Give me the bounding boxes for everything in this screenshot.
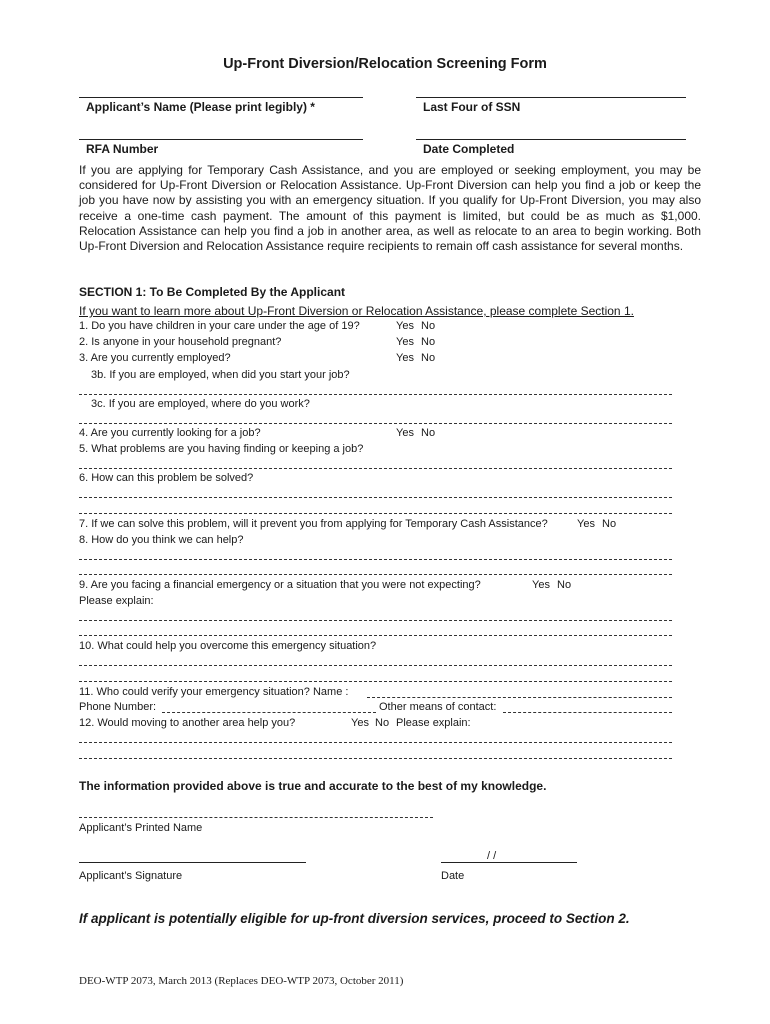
rfa-number-label: RFA Number xyxy=(86,142,159,156)
q3b-answer-line[interactable] xyxy=(79,394,672,395)
signature-field[interactable] xyxy=(79,862,306,863)
applicant-name-field[interactable] xyxy=(79,97,363,98)
q12-answer-line-2[interactable] xyxy=(79,758,672,759)
question-8: 8. How do you think we can help? xyxy=(79,534,244,546)
q12-explain-label: Please explain: xyxy=(396,717,471,729)
q9-answer-line-1[interactable] xyxy=(79,620,672,621)
date-label: Date xyxy=(441,870,465,882)
q8-answer-line-2[interactable] xyxy=(79,574,672,575)
question-12: 12. Would moving to another area help you? xyxy=(79,717,296,729)
q6-answer-line-1[interactable] xyxy=(79,497,672,498)
other-contact-label: Other means of contact: xyxy=(379,701,497,713)
question-3: 3. Are you currently employed? xyxy=(79,352,231,364)
q3c-answer-line[interactable] xyxy=(79,423,672,424)
q12-no-option[interactable]: No xyxy=(375,717,390,729)
date-slashes: / / xyxy=(487,850,497,862)
question-3c: 3c. If you are employed, where do you work? xyxy=(91,398,310,410)
form-title: Up-Front Diversion/Relocation Screening Form xyxy=(223,56,547,72)
q6-answer-line-2[interactable] xyxy=(79,513,672,514)
applicant-name-label: Applicant’s Name (Please print legibly) * xyxy=(86,100,315,114)
q1-yes-option[interactable]: Yes xyxy=(396,320,414,332)
question-9: 9. Are you facing a financial emergency or a situation that you were not expecting? xyxy=(79,579,481,591)
q3-no-option[interactable]: No xyxy=(421,352,436,364)
question-6: 6. How can this problem be solved? xyxy=(79,472,254,484)
question-10: 10. What could help you overcome this emergency situation? xyxy=(79,640,377,652)
question-3b: 3b. If you are employed, when did you start your job? xyxy=(91,369,350,381)
q10-answer-line-2[interactable] xyxy=(79,681,672,682)
attestation-statement: The information provided above is true and accurate to the best of my knowledge. xyxy=(79,779,547,793)
question-7: 7. If we can solve this problem, will it prevent you from applying for Temporary Cash Assistance? xyxy=(79,518,548,530)
phone-number-field[interactable] xyxy=(162,712,376,713)
q5-answer-line[interactable] xyxy=(79,468,672,469)
q9-no-option[interactable]: No xyxy=(557,579,572,591)
q1-no-option[interactable]: No xyxy=(421,320,436,332)
q7-yes-option[interactable]: Yes xyxy=(577,518,595,530)
intro-paragraph: If you are applying for Temporary Cash Assistance, and you are employed or seeking employment, you may be considered for Up-Front Diversion or Relocation Assistance. Up-Front Diversion can help you find a job or keep the job you have now by assisting you with an emergency situation. If you qualify for Up-Front Diversion, you may also receive a one-time cash payment. The amount of this payment is limited, but could be as much as $1,000. Relocation Assistance can help you find a job in another area, as well as relocate to an area to begin working. Both Up-Front Diversion and Relocation Assistance require recipients to remain off cash assistance for several months. xyxy=(79,163,701,254)
q9-answer-line-2[interactable] xyxy=(79,635,672,636)
question-5: 5. What problems are you having finding or keeping a job? xyxy=(79,443,364,455)
question-2: 2. Is anyone in your household pregnant? xyxy=(79,336,282,348)
q4-yes-option[interactable]: Yes xyxy=(396,427,414,439)
printed-name-label: Applicant’s Printed Name xyxy=(79,822,203,834)
section2-instruction: If applicant is potentially eligible for up-front diversion services, proceed to Section 2. xyxy=(79,911,630,926)
q9-yes-option[interactable]: Yes xyxy=(532,579,550,591)
q7-no-option[interactable]: No xyxy=(602,518,617,530)
q2-yes-option[interactable]: Yes xyxy=(396,336,414,348)
q8-answer-line-1[interactable] xyxy=(79,559,672,560)
rfa-number-field[interactable] xyxy=(79,139,363,140)
date-completed-field[interactable] xyxy=(416,139,686,140)
q11-name-field[interactable] xyxy=(367,697,672,698)
printed-name-field[interactable] xyxy=(79,817,433,818)
q10-answer-line-1[interactable] xyxy=(79,665,672,666)
signature-label: Applicant’s Signature xyxy=(79,870,183,882)
q3-yes-option[interactable]: Yes xyxy=(396,352,414,364)
signature-date-field[interactable] xyxy=(441,862,577,863)
ssn-label: Last Four of SSN xyxy=(423,100,521,114)
question-11: 11. Who could verify your emergency situation? Name : xyxy=(79,686,349,698)
section1-instruction: If you want to learn more about Up-Front Diversion or Relocation Assistance, please complete Section 1. xyxy=(79,304,634,318)
section1-heading: SECTION 1: To Be Completed By the Applicant xyxy=(79,285,346,299)
date-completed-label: Date Completed xyxy=(423,142,515,156)
question-4: 4. Are you currently looking for a job? xyxy=(79,427,261,439)
ssn-field[interactable] xyxy=(416,97,686,98)
other-contact-field[interactable] xyxy=(503,712,672,713)
q12-answer-line-1[interactable] xyxy=(79,742,672,743)
q9-explain-label: Please explain: xyxy=(79,595,154,607)
q12-yes-option[interactable]: Yes xyxy=(351,717,369,729)
question-1: 1. Do you have children in your care under the age of 19? xyxy=(79,320,360,332)
phone-number-label: Phone Number: xyxy=(79,701,157,713)
q4-no-option[interactable]: No xyxy=(421,427,436,439)
form-footer: DEO-WTP 2073, March 2013 (Replaces DEO-WTP 2073, October 2011) xyxy=(79,975,404,987)
q2-no-option[interactable]: No xyxy=(421,336,436,348)
